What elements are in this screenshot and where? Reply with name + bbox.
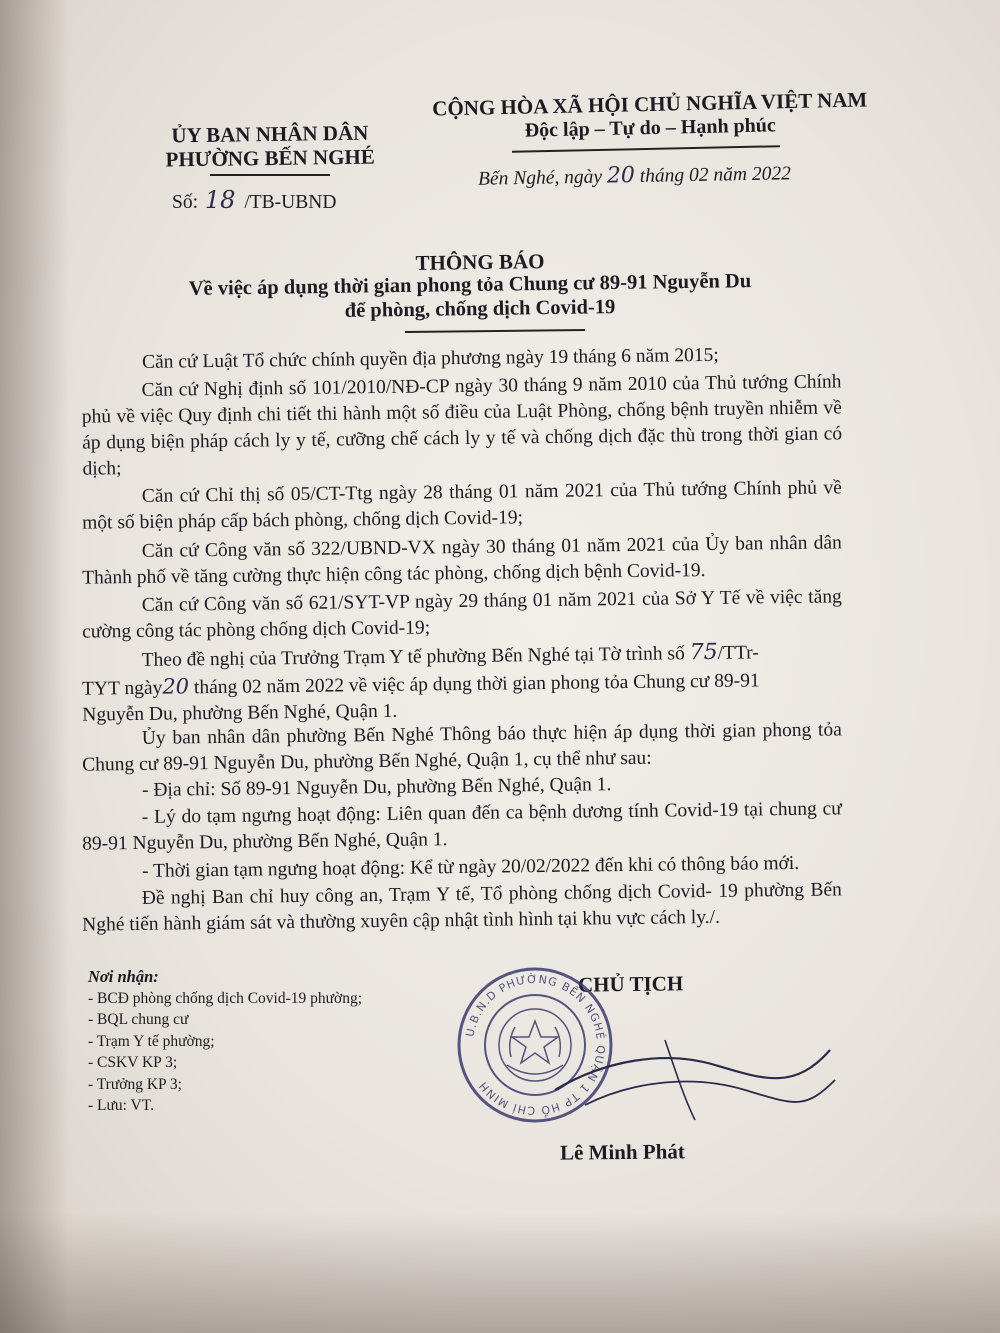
recipient-item: - BQL chung cư bbox=[88, 1011, 189, 1028]
bullet-address-text: - Địa chỉ: Số 89-91 Nguyễn Du, phường Bến Nghé, Quận 1. bbox=[141, 774, 612, 801]
date-suffix: tháng 02 năm 2022 bbox=[639, 163, 792, 187]
bullet-reason bbox=[82, 796, 843, 857]
document-title: THÔNG BÁO bbox=[415, 249, 545, 275]
date-prefix: Bến Nghé, ngày bbox=[477, 166, 603, 190]
number-prefix: Số: bbox=[172, 192, 199, 213]
paragraph-8-text: Đề nghị Ban chỉ huy công an, Trạm Y tế, Tổ phòng chống dịch Covid- 19 phường Bến Nghé tiến hành giám sát và thường xuyên cập nhật tình hình tại khu vực cách ly./. bbox=[82, 879, 842, 936]
page-shadow-bottom bbox=[0, 1213, 1000, 1333]
body-paragraph-2 bbox=[81, 369, 842, 482]
paragraph-2-text: Căn cứ Nghị định số 101/2010/NĐ-CP ngày 30 tháng 9 năm 2010 của Thủ tướng Chính phủ về việc Quy định chi tiết thi hành một số điều của Luật Phòng, chống bệnh truyền nhiễm về áp dụng biện pháp cách ly y tế, cưỡng chế cách ly y tế và chống dịch đặc thù trong thời gian có dịch; bbox=[81, 371, 843, 480]
issuer-line-1: ỦY BAN NHÂN DÂN bbox=[171, 120, 369, 148]
paragraph-6-text-b: /TTr- bbox=[717, 642, 759, 664]
recipient-item: - Trạm Y tế phường; bbox=[88, 1032, 215, 1050]
document-subtitle-1: Về việc áp dụng thời gian phong tỏa Chung cư 89-91 Nguyễn Du bbox=[188, 270, 752, 300]
issuer-block bbox=[150, 120, 391, 171]
recipient-item: - Trưởng KP 3; bbox=[88, 1075, 182, 1093]
paragraph-6-text-a: Theo đề nghị của Trưởng Trạm Y tế phường Bến Nghé tại Tờ trình số bbox=[141, 643, 685, 671]
national-underline bbox=[512, 145, 780, 152]
handwritten-signature bbox=[545, 1020, 845, 1130]
document-number bbox=[172, 186, 336, 214]
recipients-heading: Nơi nhận: bbox=[88, 967, 159, 986]
body-paragraph-4 bbox=[82, 530, 843, 591]
signer-name: Lê Minh Phát bbox=[559, 1139, 685, 1165]
paragraph-6-text-e: Nguyễn Du, phường Bến Nghé, Quận 1. bbox=[82, 700, 398, 726]
issuer-underline bbox=[210, 174, 330, 176]
paragraph-6-text-c: TYT ngày bbox=[81, 677, 163, 700]
document-subtitle-2: để phòng, chống dịch Covid-19 bbox=[344, 296, 616, 322]
svg-text:U.B.N.D PHƯỜNG BẾN NGHÉ QUẬN 1: U.B.N.D PHƯỜNG BẾN NGHÉ QUẬN 1 TP HỒ CHÍ MINH bbox=[463, 972, 608, 1118]
body-paragraph-8 bbox=[82, 877, 843, 938]
national-header bbox=[420, 87, 881, 145]
number-suffix: /TB-UBND bbox=[244, 192, 337, 213]
national-line-1: CỘNG HÒA XÃ HỘI CHỦ NGHĨA VIỆT NAM bbox=[432, 87, 868, 121]
body-paragraph-3 bbox=[82, 475, 843, 536]
date-line bbox=[478, 160, 791, 190]
bullet-reason-text: - Lý do tạm ngưng hoạt động: Liên quan đến ca bệnh dương tính Covid-19 tại chung cư 89-91 Nguyễn Du, phường Bến Nghé, Quận 1. bbox=[82, 798, 842, 855]
page-shadow-left bbox=[0, 0, 70, 1333]
title-underline bbox=[405, 329, 585, 332]
body-paragraph-5 bbox=[82, 584, 843, 645]
recipient-item: - CSKV KP 3; bbox=[88, 1054, 178, 1071]
issuer-line-2: PHƯỜNG BẾN NGHÉ bbox=[165, 144, 375, 172]
proposal-day-handwritten: 20 bbox=[162, 674, 190, 699]
recipient-item: - Lưu: VT. bbox=[88, 1097, 154, 1114]
bullet-duration-text: - Thời gian tạm ngưng hoạt động: Kể từ ngày 20/02/2022 đến khi có thông báo mới. bbox=[141, 852, 800, 882]
recipient-item: - BCĐ phòng chống dịch Covid-19 phường; bbox=[88, 989, 363, 1007]
body-paragraph-6 bbox=[82, 638, 843, 728]
paragraph-4-text: Căn cứ Công văn số 322/UBND-VX ngày 30 tháng 01 năm 2021 của Ủy ban nhân dân Thành phố về tăng cường thực hiện công tác phòng, chống dịch bệnh Covid-19. bbox=[82, 532, 842, 589]
paragraph-1-text: Căn cứ Luật Tổ chức chính quyền địa phương ngày 19 tháng 6 năm 2015; bbox=[141, 344, 719, 373]
signer-title: CHỦ TỊCH bbox=[577, 971, 684, 997]
paragraph-6-text-d: tháng 02 năm 2022 về việc áp dụng thời gian phong tỏa Chung cư 89-91 bbox=[193, 670, 760, 699]
paragraph-5-text: Căn cứ Công văn số 621/SYT-VP ngày 29 tháng 01 năm 2021 của Sở Y Tế về việc tăng cường công tác phòng chống dịch Covid-19; bbox=[82, 586, 842, 643]
date-day-handwritten: 20 bbox=[606, 162, 636, 189]
national-line-2: Độc lập – Tự do – Hạnh phúc bbox=[524, 114, 777, 142]
paragraph-7-text: Ủy ban nhân dân phường Bến Nghé Thông báo thực hiện áp dụng thời gian phong tỏa Chung cư 89-91 Nguyễn Du, phường Bến Nghé, Quận 1, cụ thể như sau: bbox=[82, 719, 842, 776]
body-paragraph-7 bbox=[82, 717, 843, 778]
paragraph-3-text: Căn cứ Chỉ thị số 05/CT-Ttg ngày 28 tháng 01 năm 2021 của Thủ tướng Chính phủ về một số biện pháp cấp bách phòng, chống dịch Covid-19; bbox=[82, 477, 842, 534]
proposal-number-handwritten: 75 bbox=[689, 639, 718, 666]
number-handwritten: 18 bbox=[204, 186, 236, 214]
recipients-block bbox=[88, 966, 362, 1117]
